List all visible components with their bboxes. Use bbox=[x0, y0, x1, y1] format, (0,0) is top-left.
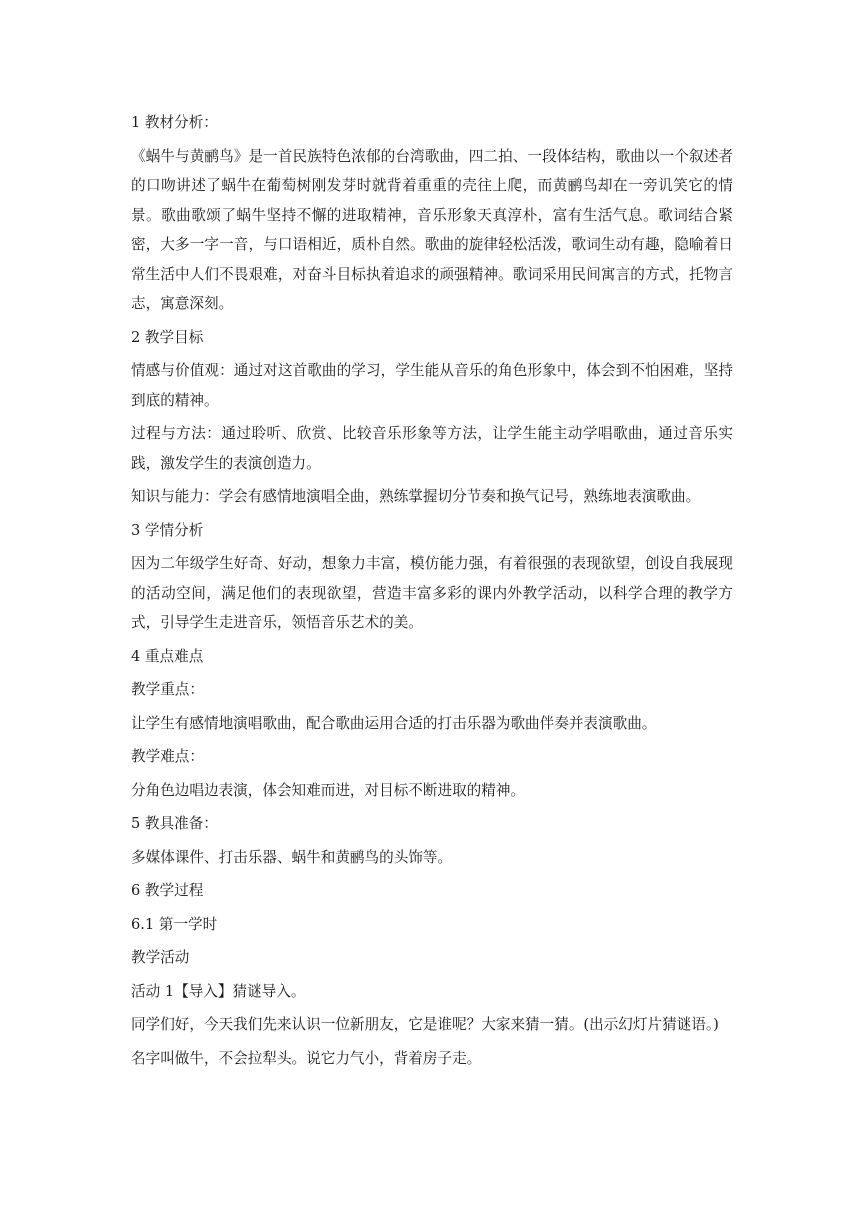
paragraph-analysis: 《蜗牛与黄鹂鸟》是一首民族特色浓郁的台湾歌曲，四二拍、一段体结构，歌曲以一个叙述者的口吻讲述了蜗牛在葡萄树刚发芽时就背着重重的壳往上爬，而黄鹂鸟却在一旁讥笑它的情景。歌曲歌颂了蜗牛坚持不懈的进取精神，音乐形象天真淳朴，富有生活气息。歌词结合紧密，大多一字一音，与口语相近，质朴自然。歌曲的旋律轻松活泼，歌词生动有趣，隐喻着日常生活中人们不畏艰难，对奋斗目标执着追求的顽强精神。歌词采用民间寓言的方式，托物言志，寓意深刻。 bbox=[131, 147, 733, 312]
paragraph-learners: 因为二年级学生好奇、好动，想象力丰富，模仿能力强，有着很强的表现欲望，创设自我展现的活动空间，满足他们的表现欲望，营造丰富多彩的课内外教学活动，以科学合理的教学方式，引导学生走进音乐，领悟音乐艺术的美。 bbox=[131, 555, 733, 631]
paragraph-intro-speech: 同学们好，今天我们先来认识一位新朋友，它是谁呢？大家来猜一猜。(出示幻灯片猜谜语。) bbox=[131, 1016, 719, 1033]
section-heading-analysis: 1 教材分析： bbox=[131, 114, 218, 131]
section-heading-materials: 5 教具准备： bbox=[131, 815, 218, 832]
paragraph-goal-knowledge: 知识与能力：学会有感情地演唱全曲，熟练掌握切分节奏和换气记号，熟练地表演歌曲。 bbox=[131, 488, 701, 505]
paragraph-materials: 多媒体课件、打击乐器、蜗牛和黄鹂鸟的头饰等。 bbox=[131, 848, 453, 866]
paragraph-activity-1: 活动 1【导入】猜谜导入。 bbox=[131, 982, 306, 1000]
section-heading-key-points: 4 重点难点 bbox=[131, 647, 204, 665]
section-heading-process: 6 教学过程 bbox=[131, 882, 204, 899]
label-key-point: 教学重点： bbox=[131, 681, 204, 698]
paragraph-key-point: 让学生有感情地演唱歌曲，配合歌曲运用合适的打击乐器为歌曲伴奏并表演歌曲。 bbox=[131, 714, 657, 732]
paragraph-difficulty: 分角色边唱边表演，体会知难而进，对目标不断进取的精神。 bbox=[131, 781, 526, 799]
label-teaching-activity: 教学活动 bbox=[131, 949, 190, 966]
subsection-heading-first-lesson: 6.1 第一学时 bbox=[131, 915, 218, 933]
label-difficulty: 教学难点： bbox=[131, 748, 204, 765]
document-body bbox=[131, 108, 733, 1077]
section-heading-learners: 3 学情分析 bbox=[131, 521, 204, 539]
paragraph-goal-emotion: 情感与价值观：通过对这首歌曲的学习，学生能从音乐的角色形象中，体会到不怕困难，坚持到底的精神。 bbox=[131, 362, 733, 409]
paragraph-goal-process: 过程与方法：通过聆听、欣赏、比较音乐形象等方法，让学生能主动学唱歌曲，通过音乐实践，激发学生的表演创造力。 bbox=[131, 425, 733, 472]
paragraph-riddle: 名字叫做牛，不会拉犁头。说它力气小，背着房子走。 bbox=[131, 1049, 482, 1067]
section-heading-goals: 2 教学目标 bbox=[131, 328, 204, 346]
